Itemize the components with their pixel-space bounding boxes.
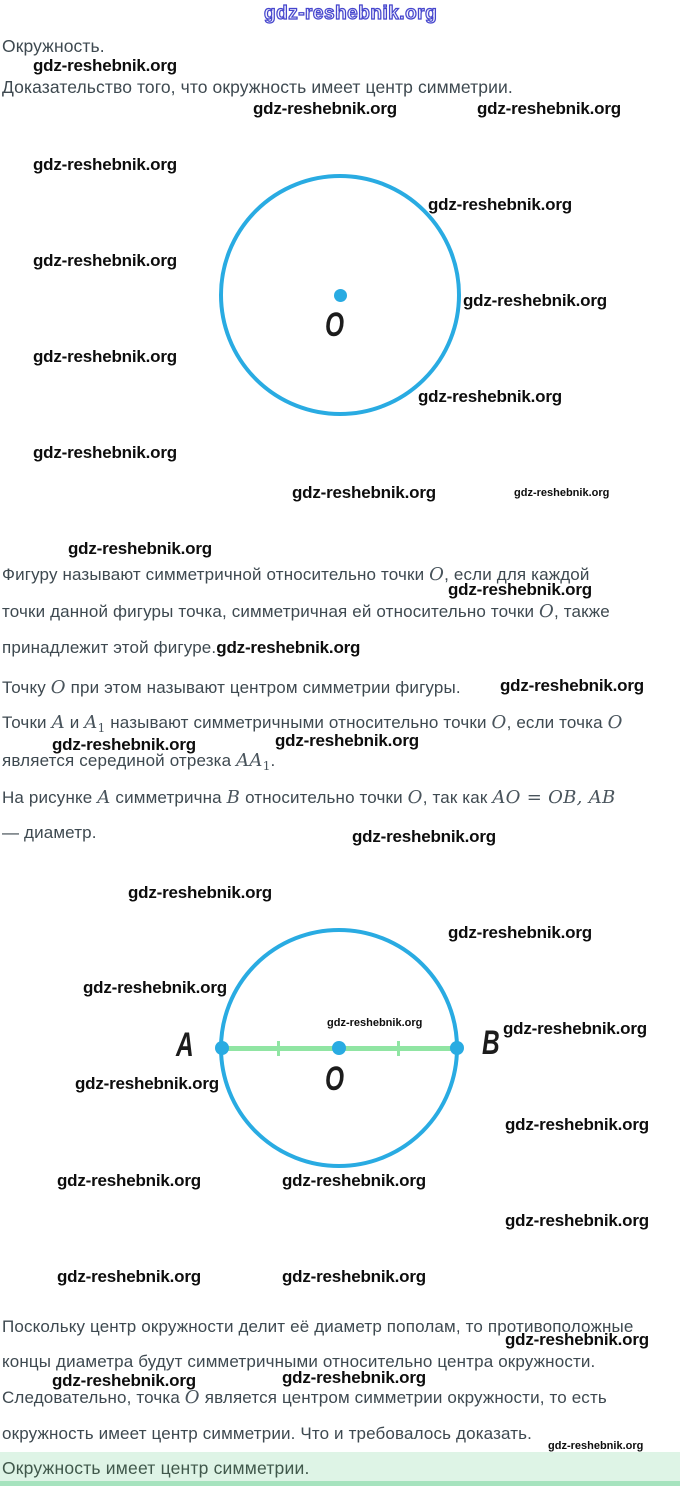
math-symbol: O [407,787,423,808]
paragraph-line [2,823,97,843]
watermark: gdz-reshebnik.org [418,387,562,406]
watermark: gdz-reshebnik.org [52,735,196,754]
math-symbol: O [538,601,555,622]
watermark: gdz-reshebnik.org [505,1330,649,1349]
center-point-label: O [325,1060,345,1098]
math-symbol: O [429,564,445,585]
paragraph-line [2,564,590,585]
watermark: gdz-reshebnik.org [33,347,177,366]
point-a [215,1041,229,1055]
page-title: Окружность. [2,36,105,56]
math-symbol: O [50,677,66,698]
text-segment: является центром симметрии окружности, то есть [199,1388,607,1407]
text-segment: Поскольку центр окружности делит её диаметр пополам, то противоположные [2,1317,634,1336]
answer-bottom-bar [0,1481,680,1486]
watermark: gdz-reshebnik.org [477,99,621,118]
watermark: gdz-reshebnik.org [282,1171,426,1190]
text-segment: , так как [422,788,493,807]
watermark: gdz-reshebnik.org [548,1440,644,1452]
watermark: gdz-reshebnik.org [428,195,572,214]
text-segment: точки данной фигуры точка, симметричная ей относительно точки [2,602,539,621]
text-segment: Точку [2,678,51,697]
math-symbol: A [97,787,111,808]
paragraph-line [2,1352,595,1372]
point-a-label: A [176,1026,194,1064]
math-symbol: AO = OB, AB [492,787,616,808]
watermark: gdz-reshebnik.org [128,883,272,902]
math-subscript: 1 [262,759,271,773]
watermark: gdz-reshebnik.org [463,291,607,310]
math-symbol: A [84,712,98,733]
text-segment: — диаметр. [2,823,97,842]
text-segment: , если точка [506,713,608,732]
text-segment: симметрична [110,788,227,807]
paragraph-line [2,750,275,773]
center-point [332,1041,346,1055]
paragraph-line [2,601,610,622]
watermark: gdz-reshebnik.org [352,827,496,846]
paragraph-line [2,1317,634,1337]
watermark: gdz-reshebnik.org [503,1019,647,1038]
watermark: gdz-reshebnik.org [83,978,227,997]
text-segment: , также [554,602,610,621]
text-segment: относительно точки [240,788,408,807]
text-segment: и [64,713,85,732]
watermark: gdz-reshebnik.org [327,1017,423,1029]
paragraph-line [2,1387,607,1408]
text-segment: концы диаметра будут симметричными относительно центра окружности. [2,1352,596,1371]
text-segment: окружность имеет центр симметрии. Что и требовалось доказать. [2,1424,533,1443]
text-segment: является серединой отрезка [2,751,237,770]
watermark: gdz-reshebnik.org [448,923,592,942]
watermark: gdz-reshebnik.org [33,155,177,174]
watermark: gdz-reshebnik.org [33,56,177,75]
text-segment: принадлежит этой фигуре. [2,638,217,657]
answer-text: Окружность имеет центр симметрии. [2,1458,310,1478]
watermark: gdz-reshebnik.org [57,1267,201,1286]
watermark: gdz-reshebnik.org [282,1267,426,1286]
tick-mark-left [277,1041,280,1056]
text-segment: при этом называют центром симметрии фигуры. [65,678,461,697]
text-segment: Следовательно, точка [2,1388,185,1407]
math-symbol: AA [236,750,263,771]
math-symbol: B [226,787,241,808]
point-b [450,1041,464,1055]
site-watermark-outlined: gdz-reshebnik.org [264,3,438,24]
text-segment: Точки [2,713,52,732]
watermark: gdz-reshebnik.org [275,731,419,750]
inline-watermark: gdz-reshebnik.org [216,638,361,657]
math-subscript: 1 [97,721,106,735]
text-segment: На рисунке [2,788,98,807]
watermark: gdz-reshebnik.org [33,251,177,270]
center-point-label: O [325,306,345,344]
paragraph-line [2,677,461,698]
watermark: gdz-reshebnik.org [253,99,397,118]
paragraph-line [2,712,623,735]
math-symbol: O [607,712,623,733]
watermark: gdz-reshebnik.org [505,1115,649,1134]
paragraph-line [2,1424,532,1444]
watermark: gdz-reshebnik.org [514,487,610,499]
watermark: gdz-reshebnik.org [448,580,592,599]
paragraph-line [2,787,616,808]
watermark: gdz-reshebnik.org [52,1371,196,1390]
text-segment: . [270,751,276,770]
point-b-label: B [482,1024,500,1062]
text-segment: Фигуру называют симметричной относительно точки [2,565,430,584]
watermark: gdz-reshebnik.org [500,676,644,695]
watermark: gdz-reshebnik.org [282,1368,426,1387]
watermark: gdz-reshebnik.org [57,1171,201,1190]
watermark: gdz-reshebnik.org [505,1211,649,1230]
tick-mark-right [397,1041,400,1056]
center-point [334,289,347,302]
watermark: gdz-reshebnik.org [292,483,436,502]
text-segment: , если для каждой [444,565,590,584]
watermark: gdz-reshebnik.org [33,443,177,462]
math-symbol: A [51,712,65,733]
watermark: gdz-reshebnik.org [75,1074,219,1093]
math-symbol: O [184,1387,200,1408]
math-symbol: O [491,712,507,733]
paragraph-line [2,638,360,658]
watermark: gdz-reshebnik.org [68,539,212,558]
page-subtitle: Доказательство того, что окружность имеет центр симметрии. [2,77,513,97]
text-segment: называют симметричными относительно точки [105,713,492,732]
